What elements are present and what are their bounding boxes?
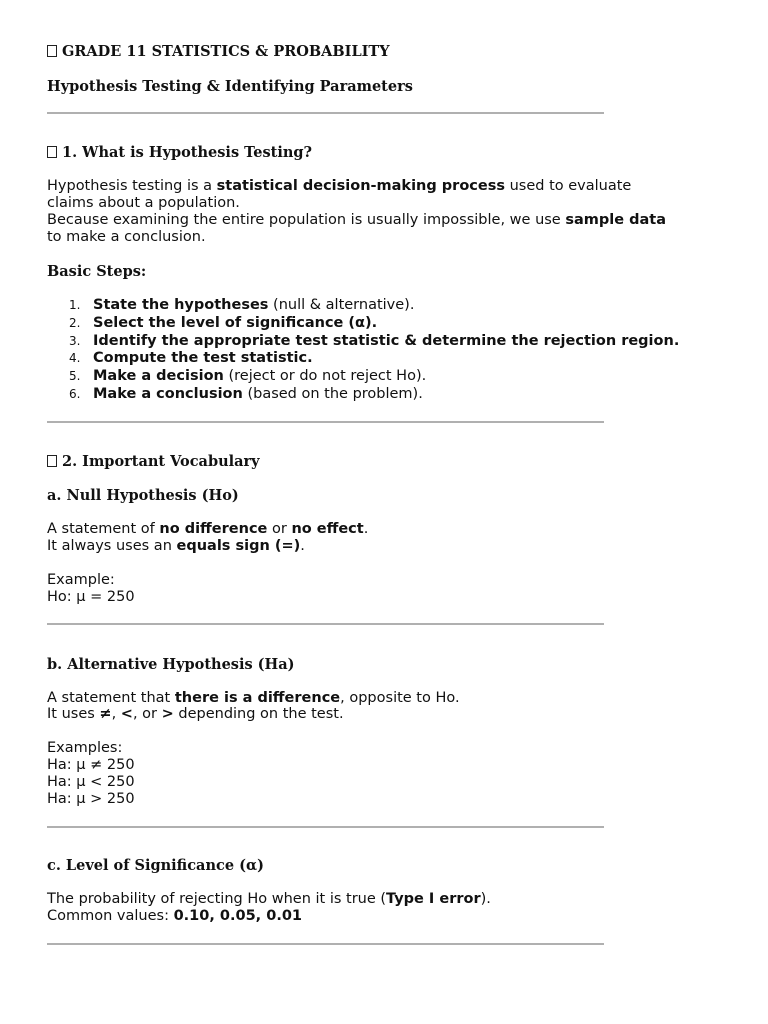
example-line: Ha: μ < 250 xyxy=(47,774,135,790)
subheading-level-of-significance: c. Level of Significance (α) xyxy=(47,857,264,874)
example-line: Ha: μ > 250 xyxy=(47,791,135,807)
paragraph-line: It always uses an equals sign (=). xyxy=(47,538,305,554)
list-item: 6. Make a conclusion (based on the problem). xyxy=(69,385,423,402)
paragraph-line: claims about a population. xyxy=(47,195,240,211)
paragraph-line: A statement of no difference or no effect. xyxy=(47,521,369,537)
list-item: 2. Select the level of significance (α). xyxy=(69,314,378,331)
paragraph-line: Hypothesis testing is a statistical decision-making process used to evaluate xyxy=(47,178,632,194)
example-label: Example: xyxy=(47,572,115,588)
section-heading-what-is: 1. What is Hypothesis Testing? xyxy=(47,144,312,161)
example-line: Ho: μ = 250 xyxy=(47,589,135,605)
list-item: 3. Identify the appropriate test statistic & determine the rejection region. xyxy=(69,332,680,349)
steps-list xyxy=(47,297,679,404)
paragraph-line: Common values: 0.10, 0.05, 0.01 xyxy=(47,908,303,924)
document-subtitle: Hypothesis Testing & Identifying Parameters xyxy=(47,78,413,95)
example-line: Ha: μ ≠ 250 xyxy=(47,757,135,773)
document-title: GRADE 11 STATISTICS & PROBABILITY xyxy=(47,43,390,60)
divider xyxy=(47,623,604,625)
divider xyxy=(47,112,604,114)
subheading-alternative-hypothesis: b. Alternative Hypothesis (Ha) xyxy=(47,656,295,673)
missing-glyph-icon xyxy=(47,45,57,57)
list-item: 1. State the hypotheses (null & alternative). xyxy=(69,297,415,313)
paragraph-line: The probability of rejecting Ho when it is true (Type I error). xyxy=(47,891,491,907)
missing-glyph-icon xyxy=(47,455,57,467)
list-item: 4. Compute the test statistic. xyxy=(69,350,313,367)
list-item: 5. Make a decision (reject or do not reject Ho). xyxy=(69,368,427,385)
paragraph-line: A statement that there is a difference, opposite to Ho. xyxy=(47,690,460,706)
divider xyxy=(47,421,604,423)
paragraph-line: It uses ≠, <, or > depending on the test. xyxy=(47,706,344,722)
section-heading-vocabulary: 2. Important Vocabulary xyxy=(47,453,260,470)
missing-glyph-icon xyxy=(47,146,57,158)
steps-heading: Basic Steps: xyxy=(47,263,147,280)
paragraph-line: to make a conclusion. xyxy=(47,229,206,245)
subheading-null-hypothesis: a. Null Hypothesis (Ho) xyxy=(47,487,239,504)
example-label: Examples: xyxy=(47,740,123,756)
divider xyxy=(47,943,604,945)
divider xyxy=(47,826,604,828)
paragraph-line: Because examining the entire population is usually impossible, we use sample data xyxy=(47,212,666,228)
